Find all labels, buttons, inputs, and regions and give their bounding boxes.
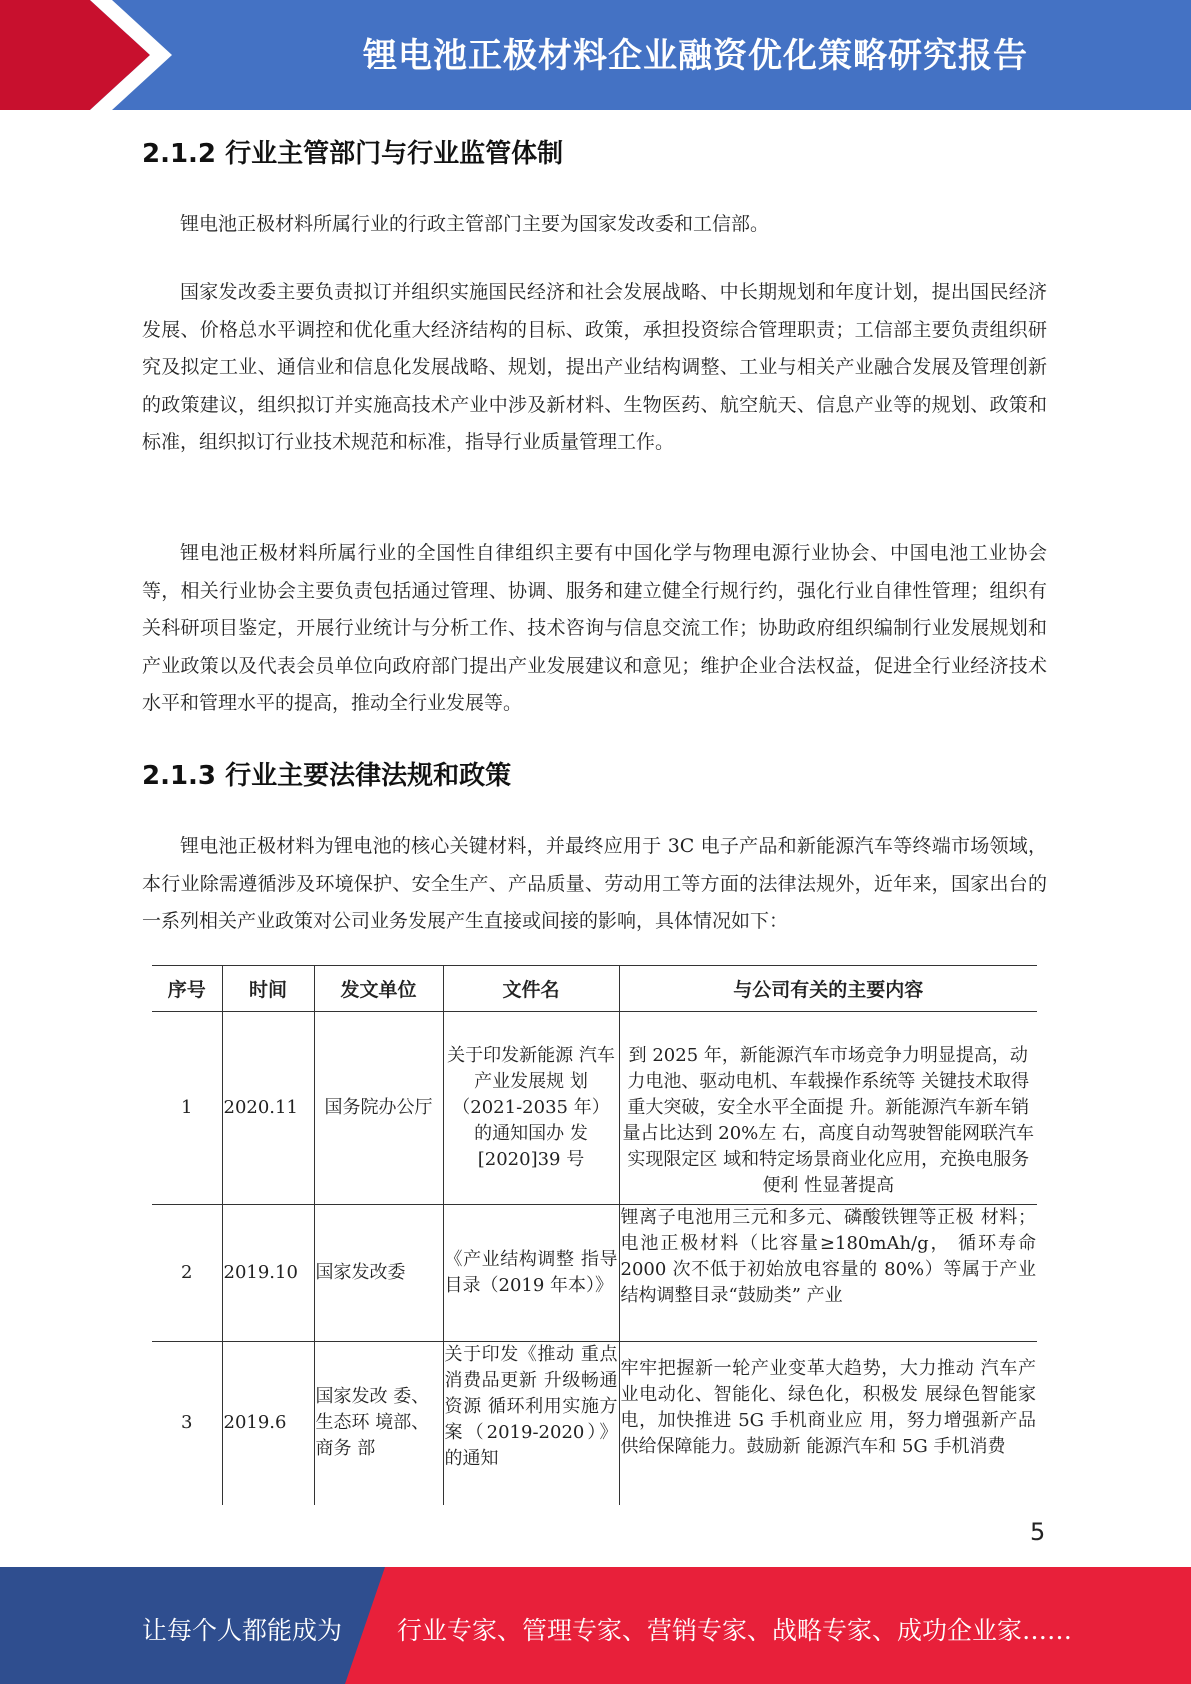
cell-issuer: 国家发改委 — [314, 1205, 443, 1342]
cell-issuer: 国家发改 委、生态环 境部、商务 部 — [314, 1342, 443, 1505]
cell-content: 牢牢把握新一轮产业变革大趋势，大力推动 汽车产业电动化、智能化、绿色化，积极发 展绿色智能家电，加快推进 5G 手机商业应 用，努力增强新产品供给保障能力。鼓励新 能源汽车和 5G 手机消费 — [619, 1342, 1037, 1505]
cell-date: 2019.10 — [222, 1205, 314, 1342]
col-header-document: 文件名 — [443, 966, 619, 1012]
col-header-issuer: 发文单位 — [314, 966, 443, 1012]
header-title: 锂电池正极材料企业融资优化策略研究报告 — [363, 36, 1028, 76]
cell-content: 到 2025 年，新能源汽车市场竞争力明显提高，动力电池、驱动电机、车载操作系统等 关键技术取得重大突破，安全水平全面提 升。新能源汽车新车销量占比达到 20%左 右，高度自动驾驶智能网联汽车实现限定区 域和特定场景商业化应用，充换电服务便利 性显著提高 — [619, 1012, 1037, 1205]
table-row — [152, 1342, 1037, 1505]
paragraph-3: 锂电池正极材料所属行业的全国性自律组织主要有中国化学与物理电源行业协会、中国电池工业协会等，相关行业协会主要负责包括通过管理、协调、服务和建立健全行规行约，强化行业自律性管理；组织有关科研项目鉴定，开展行业统计与分析工作、技术咨询与信息交流工作；协助政府组织编制行业发展规划和产业政策以及代表会员单位向政府部门提出产业发展建议和意见；维护企业合法权益，促进全行业经济技术水平和管理水平的提高，推动全行业发展等。 — [142, 542, 1047, 714]
page-header — [0, 0, 1191, 110]
cell-document: 《产业结构调整 指导目录（2019 年本）》 — [443, 1205, 619, 1342]
cell-no: 3 — [181, 1412, 193, 1434]
col-header-no: 序号 — [152, 966, 222, 1012]
heading-2-1-3: 2.1.3 行业主要法律法规和政策 — [142, 761, 512, 791]
cell-no: 2 — [152, 1205, 222, 1342]
cell-date: 2020.11 — [222, 1012, 314, 1205]
col-header-date: 时间 — [222, 966, 314, 1012]
cell-document: 关于印发《推动 重点消费品更新 升级畅通资源 循环利用实施方 案（2019-2020）》 的通知 — [443, 1342, 619, 1505]
paragraph-4: 锂电池正极材料为锂电池的核心关键材料，并最终应用于 3C 电子产品和新能源汽车等终端市场领域，本行业除需遵循涉及环境保护、安全生产、产品质量、劳动用工等方面的法律法规外，近年来，国家出台的一系列相关产业政策对公司业务发展产生直接或间接的影响，具体情况如下： — [142, 835, 1047, 932]
page-number: 5 — [1030, 1518, 1046, 1546]
table-row — [152, 1012, 1037, 1205]
cell-document: 关于印发新能源 汽车产业发展规 划（2021-2035 年）的通知国办 发[2020]39 号 — [443, 1012, 619, 1205]
table-header-row — [152, 966, 1037, 1012]
cell-content: 锂离子电池用三元和多元、磷酸铁锂等正极 材料；电池正极材料（比容量≥180mAh/g， 循环寿命 2000 次不低于初始放电容量的 80%）等属于产业结构调整目录“鼓励类” 产业 — [619, 1205, 1037, 1342]
table-row — [152, 1205, 1037, 1342]
page-footer — [0, 1567, 1191, 1684]
policy-table — [152, 965, 1037, 1505]
col-header-content: 与公司有关的主要内容 — [619, 966, 1037, 1012]
paragraph-1: 锂电池正极材料所属行业的行政主管部门主要为国家发改委和工信部。 — [180, 213, 770, 235]
heading-2-1-2: 2.1.2 行业主管部门与行业监管体制 — [142, 139, 564, 169]
cell-date: 2019.6 — [222, 1342, 314, 1505]
paragraph-2: 国家发改委主要负责拟订并组织实施国民经济和社会发展战略、中长期规划和年度计划，提出国民经济发展、价格总水平调控和优化重大经济结构的目标、政策，承担投资综合管理职责；工信部主要负责组织研究及拟定工业、通信业和信息化发展战略、规划，提出产业结构调整、工业与相关产业融合发展及管理创新的政策建议，组织拟订并实施高技术产业中涉及新材料、生物医药、航空航天、信息产业等的规划、政策和标准，组织拟订行业技术规范和标准，指导行业质量管理工作。 — [142, 281, 1047, 453]
footer-slogan-left: 让每个人都能成为 — [142, 1616, 343, 1645]
cell-no: 1 — [152, 1012, 222, 1205]
footer-slogan-right: 行业专家、管理专家、营销专家、战略专家、成功企业家…… — [397, 1616, 1073, 1645]
cell-issuer: 国务院办公厅 — [314, 1012, 443, 1205]
